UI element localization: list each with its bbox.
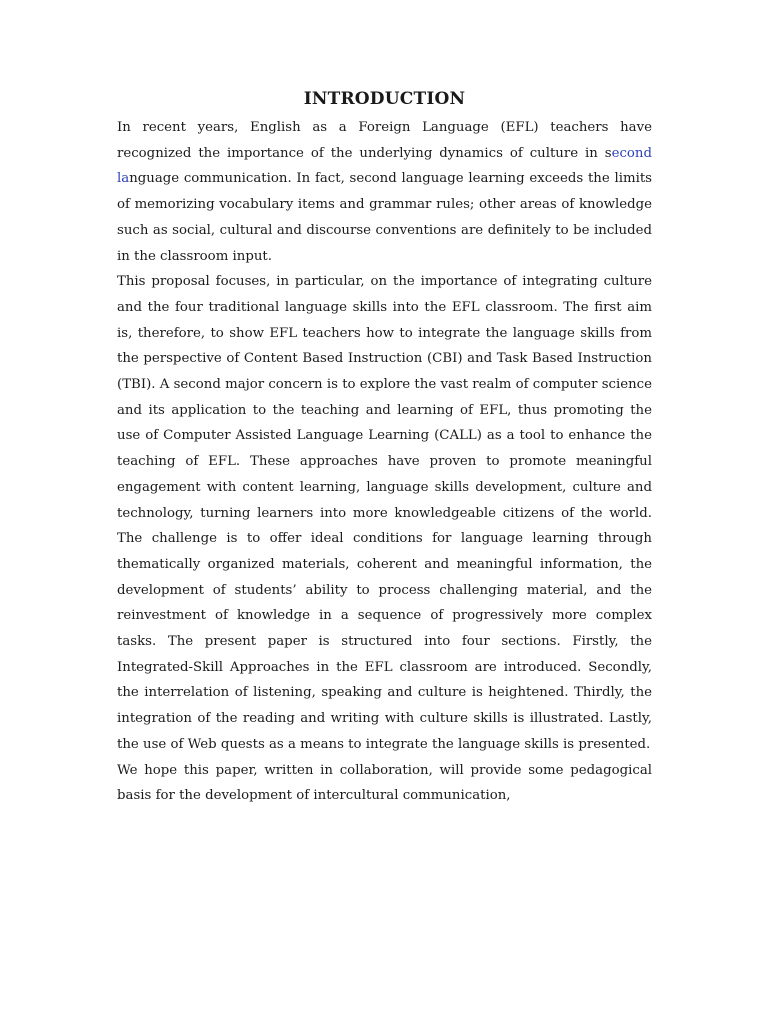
- paragraph-3: We hope this paper, written in collaboration, will provide some pedagogical basis for the development of intercultural communication,: [117, 762, 652, 804]
- paragraph-2: This proposal focuses, in particular, on the importance of integrating culture and the four traditional language skills into the EFL classroom. The first aim is, therefore, to show EFL teachers how to integrate the language skills from the perspective of Content Based Instruction (CBI) and Task Based Instruction (TBI). A second major concern is to explore the vast realm of computer science and its application to the teaching and learning of EFL, thus promoting the use of Computer Assisted Language Learning (CALL) as a tool to enhance the teaching of EFL. These approaches have proven to promote meaningful engagement with content learning, language skills development, culture and technology, turning learners into more knowledgeable citizens of the world. The challenge is to offer ideal conditions for language learning through thematically organized materials, coherent and meaningful information, the development of students’ ability to process challenging material, and the reinvestment of knowledge in a sequence of progressively more complex tasks. The present paper is structured into four sections. Firstly, the Integrated-Skill Approaches in the EFL classroom are introduced. Secondly, the interrelation of listening, speaking and culture is heightened. Thirdly, the integration of the reading and writing with culture skills is illustrated. Lastly, the use of Web quests as a means to integrate the language skills is presented.: [117, 274, 652, 752]
- page-title: INTRODUCTION: [303, 89, 466, 109]
- second-language-link[interactable]: econd la: [117, 145, 652, 187]
- paragraph-1: [117, 115, 652, 269]
- paragraph-1-text-end: nguage communication. In fact, second language learning exceeds the limits of memorizing vocabulary items and grammar rules; other areas of knowledge such as social, cultural and discourse conventions are definitely to be included in the classroom input.: [117, 171, 652, 264]
- document-page: [117, 86, 652, 809]
- paragraph-1-text-start: In recent years, English as a Foreign Language (EFL) teachers have recognized the importance of the underlying dynamics of culture in s: [117, 120, 652, 161]
